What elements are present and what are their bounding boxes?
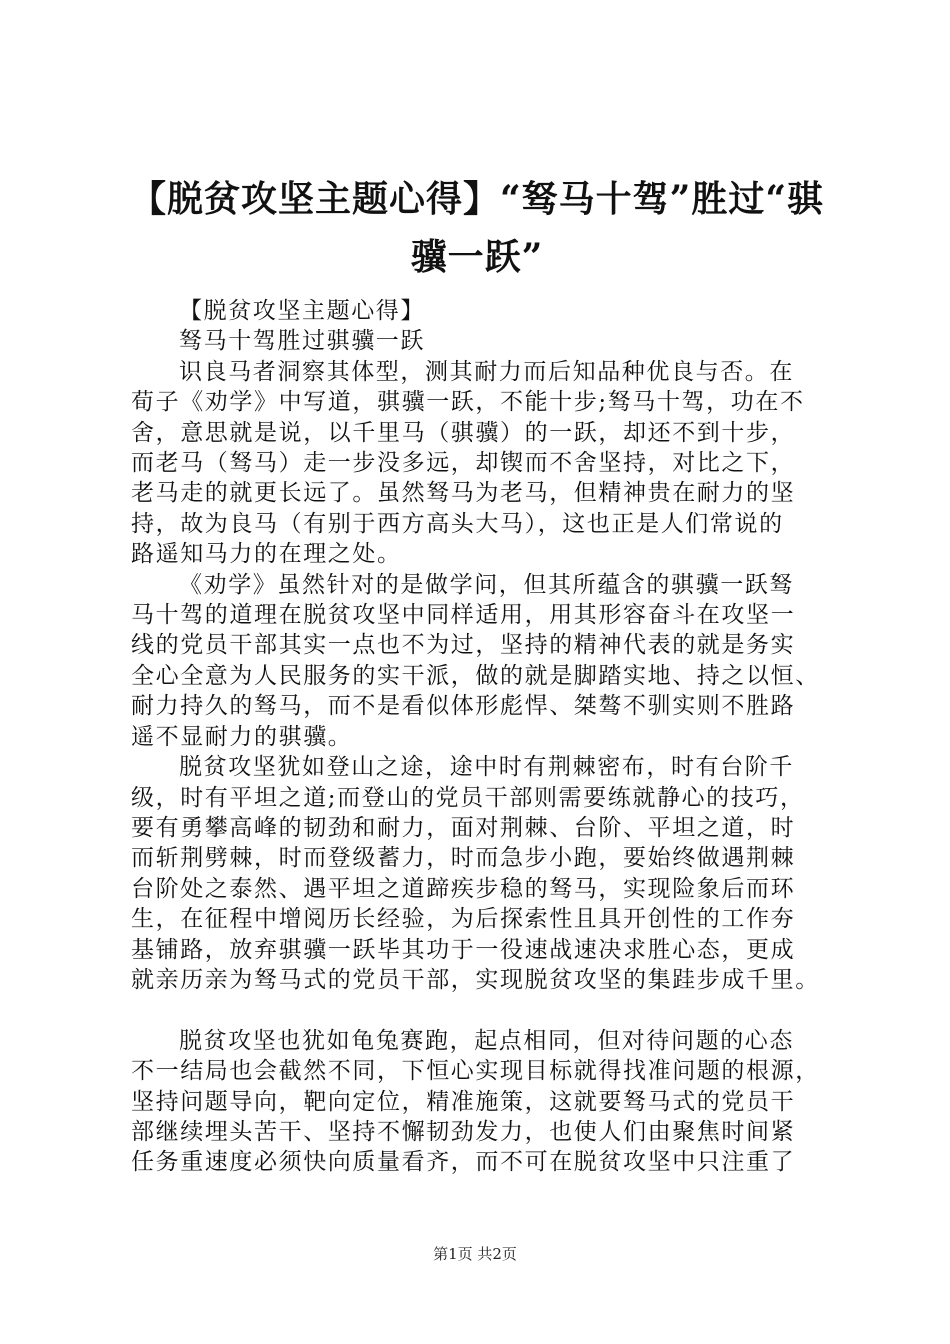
paragraph-1-line: 路遥知马力的在理之处。 [131, 541, 402, 568]
paragraph-2-line: 全心全意为人民服务的实干派，做的就是脚踏实地、持之以恒、 [131, 662, 820, 689]
paragraph-1-line: 老马走的就更长远了。虽然驽马为老马，但精神贵在耐力的坚 [131, 480, 796, 507]
title-line-1: 【脱贫攻坚主题心得】“驽马十驾”胜过“骐 [129, 178, 825, 220]
paragraph-3-line: 台阶处之泰然、遇平坦之道蹄疾步稳的驽马，实现险象后而环 [131, 875, 796, 902]
paragraph-1-line: 舍，意思就是说，以千里马（骐骥）的一跃，却还不到十步， [131, 419, 796, 446]
paragraph-3-line: 而斩荆劈棘，时而登级蓄力，时而急步小跑，要始终做遇荆棘 [131, 845, 796, 872]
paragraph-2-line: 《劝学》虽然针对的是做学问，但其所蕴含的骐骥一跃驽 [179, 571, 794, 598]
paragraph-3-line: 基铺路，放弃骐骥一跃毕其功于一役速战速决求胜心态，更成 [131, 936, 796, 963]
paragraph-4-line: 坚持问题导向，靶向定位，精准施策，这就要驽马式的党员干 [131, 1088, 796, 1115]
paragraph-1-line: 荀子《劝学》中写道，骐骥一跃，不能十步;驽马十驾，功在不 [131, 389, 805, 416]
paragraph-3-line: 脱贫攻坚犹如登山之途，途中时有荆棘密布，时有台阶千 [179, 754, 794, 781]
subtitle-heading: 驽马十驾胜过骐骥一跃 [179, 328, 425, 355]
blank-line [131, 995, 851, 1025]
paragraph-4-line: 脱贫攻坚也犹如龟兔赛跑，起点相同，但对待问题的心态 [179, 1027, 794, 1054]
paragraph-3-line: 生，在征程中增阅历长经验，为后探索性且具开创性的工作夯 [131, 906, 796, 933]
subtitle-category: 【脱贫攻坚主题心得】 [179, 298, 425, 324]
paragraph-2-line: 耐力持久的驽马，而不是看似体形彪悍、桀骜不驯实则不胜路 [131, 693, 796, 720]
paragraph-1-line: 识良马者洞察其体型，测其耐力而后知品种优良与否。在 [179, 358, 794, 385]
paragraph-3-line: 级，时有平坦之道;而登山的党员干部则需要练就静心的技巧， [131, 784, 805, 811]
page-footer [0, 1243, 950, 1264]
paragraph-2-line: 遥不显耐力的骐骥。 [131, 723, 353, 750]
paragraph-2-line: 线的党员干部其实一点也不为过，坚持的精神代表的就是务实 [131, 632, 796, 659]
paragraph-1-line: 持，故为良马（有别于西方高头大马），这也正是人们常说的 [131, 510, 784, 537]
paragraph-3-line: 要有勇攀高峰的韧劲和耐力，面对荆棘、台阶、平坦之道，时 [131, 814, 796, 841]
paragraph-4-line: 任务重速度必须快向质量看齐，而不可在脱贫攻坚中只注重了 [131, 1149, 796, 1176]
document-body [131, 296, 851, 1178]
paragraph-4-line: 不一结局也会截然不同，下恒心实现目标就得找准问题的根源， [131, 1058, 820, 1085]
paragraph-4-line: 部继续埋头苦干、坚持不懈韧劲发力，也使人们由聚焦时间紧 [131, 1118, 796, 1145]
paragraph-2-line: 马十驾的道理在脱贫攻坚中同样适用，用其形容奋斗在攻坚一 [131, 602, 796, 629]
paragraph-3-line: 就亲历亲为驽马式的党员干部，实现脱贫攻坚的集跬步成千里。 [131, 966, 820, 993]
paragraph-1-line: 而老马（驽马）走一步没多远，却锲而不舍坚持，对比之下， [131, 450, 796, 477]
document-title [120, 170, 834, 286]
title-line-2: 骥一跃” [410, 236, 544, 278]
page-number: 第1页 共2页 [433, 1245, 517, 1263]
